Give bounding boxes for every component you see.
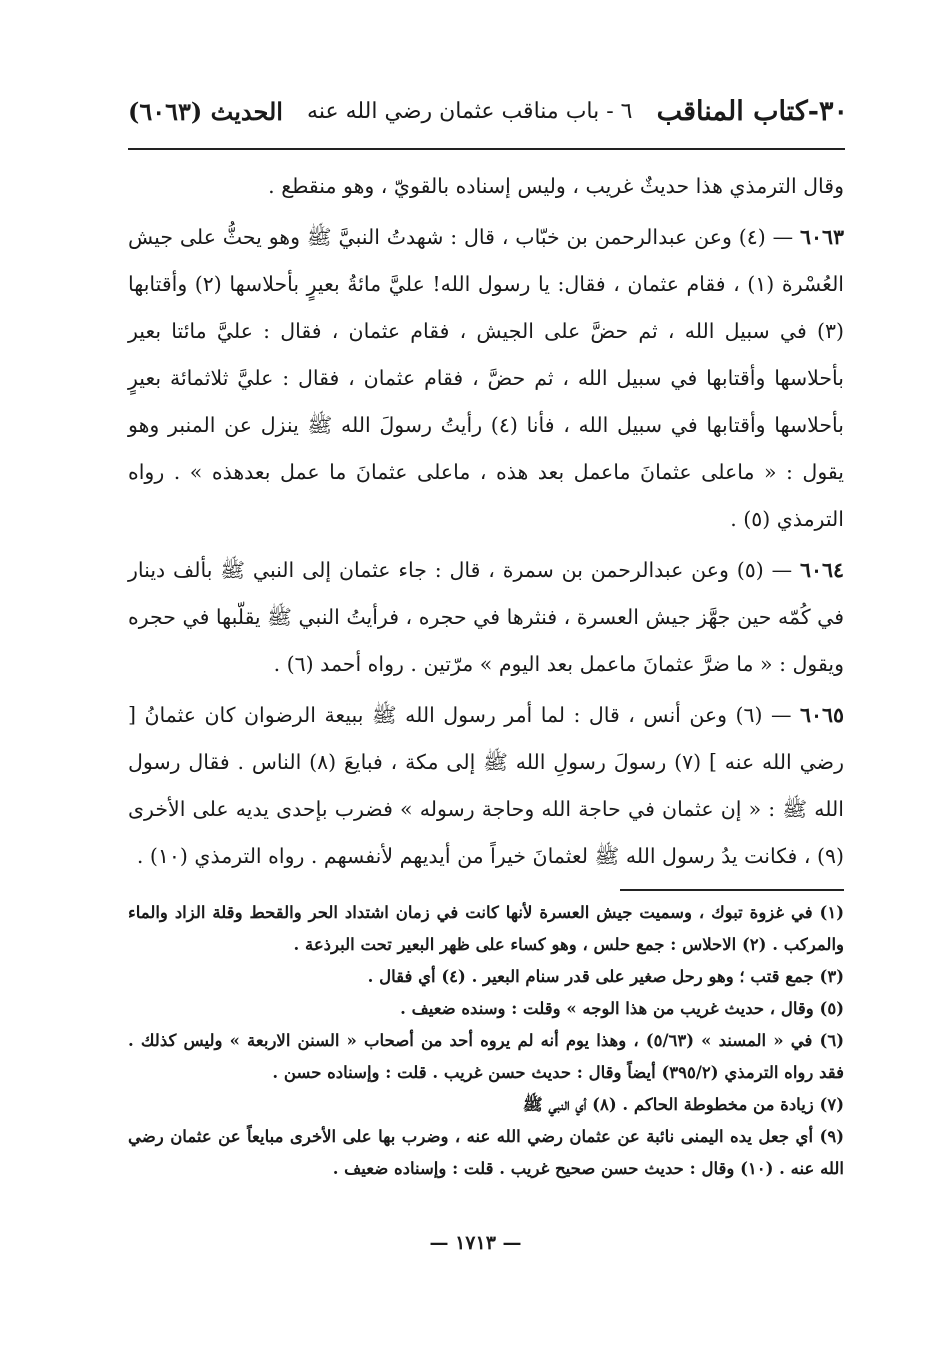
hadith-number: ٦٠٦٥ [799,703,844,727]
footnote-line: (٣) جمع قتب ؛ وهو رحل صغير على قدر سنام البعير . (٤) أي فقال . [367,967,844,986]
footnote-line: (١) في غزوة تبوك ، وسميت جيش العسرة لأنها كانت في زمان اشتداد الحر والقحط وقلة الزاد والماء والمركب . (٢) الاحلاس : جمع حلس ، وهو كساء على ظهر البعير تحت البرذعة . [128,903,844,954]
main-text [128,163,844,880]
footnote-line: (٦) في « المسند » (٥/٦٣) ، وهذا يوم أنه لم يروه أحد من أصحاب « السنن الاربعة » وليس كذلك . فقد رواه الترمذي (٣٩٥/٢) أيضاً وقال : حديث حسن غريب . قلت : وإسناده حسن . [128,1031,844,1082]
footnote-line: (٧) زيادة من مخطوطة الحاكم . (٨) أي النبي ﷺ [522,1095,844,1114]
hadith-text: — (٦) وعن أنس ، قال : لما أمر رسول الله ﷺ ببيعة الرضوان كان عثمانُ [ رضي الله عنه ] (٧) رسولَ رسولِ الله ﷺ إلى مكة ، فبايعَ (٨) الناس . فقال رسول الله ﷺ : « إن عثمان في حاجة الله وحاجة رسوله » فضرب بإحدى يديه على الأخرى (٩) ، فكانت يدُ رسول الله ﷺ لعثمانَ خيراً من أيديهم لأنفسهم . رواه الترمذي (١٠) . [128,703,844,868]
hadith-text: — (٥) وعن عبدالرحمن بن سمرة ، قال : جاء عثمان إلى النبي ﷺ بألف دينار في كُمّه حين جهَّز جيش العسرة ، فنثرها في حجره ، فرأيتُ النبي ﷺ يقلّبها في حجره ويقول : « ما ضرَّ عثمانَ ماعمل بعد اليوم » مرّتين . رواه أحمد (٦) . [128,558,844,676]
hadith-reference: الحديث (٦٠٦٣) [128,96,283,126]
hadith-6064 [128,547,844,688]
page-footer [0,1232,951,1254]
footnote-line: (٩) أي جعل يده اليمنى نائبة عن عثمان رضي الله عنه ، وضرب بها على الأخرى مبايعاً عن عثمان رضي الله عنه . (١٠) وقال : حديث حسن صحيح غريب . قلت : وإسناده ضعيف . [128,1127,844,1178]
header-divider [128,148,845,150]
hadith-text: — (٤) وعن عبدالرحمن بن خبّاب ، قال : شهدتُ النبيَّ ﷺ وهو يحثُّ على جيش العُسْرة (١) ، فقام عثمان ، فقال: يا رسول الله! عليَّ مائةُ بعيرٍ بأحلاسها (٢) وأقتابها (٣) في سبيل الله ، ثم حضَّ على الجيش ، فقام عثمان ، فقال : عليَّ مائتا بعير بأحلاسها وأقتابها في سبيل الله ، ثم حضَّ ، فقام عثمان ، فقال : عليَّ ثلاثمائة بعيرٍ بأحلاسها وأقتابها في سبيل الله ، فأنا (٤) رأيتُ رسولَ الله ﷺ ينزل عن المنبر وهو يقول : « ماعلى عثمانَ ماعمل بعد هذه ، ماعلى عثمانَ ما عمل بعدهذه » . رواه الترمذي (٥) . [128,225,845,531]
chapter-title: ٦ - باب مناقب عثمان رضي الله عنه [307,98,633,124]
hadith-6063 [128,214,844,543]
footnotes [128,897,844,1185]
hadith-number: ٦٠٦٤ [799,558,844,582]
page-number: — ١٧١٣ — [429,1232,522,1254]
footnote-line: (٥) وقال ، حديث غريب من هذا الوجه » وقلت : وسنده ضعيف . [400,999,844,1018]
hadith-6065 [128,692,844,880]
footnote-separator [620,889,844,891]
hadith-number: ٦٠٦٣ [799,225,844,249]
book-title: ٣٠-كتاب المناقب [656,95,848,127]
intro-paragraph: وقال الترمذي هذا حديثٌ غريب ، وليس إسناده بالقويّ ، وهو منقطع . [268,174,844,198]
page-header [128,88,848,134]
